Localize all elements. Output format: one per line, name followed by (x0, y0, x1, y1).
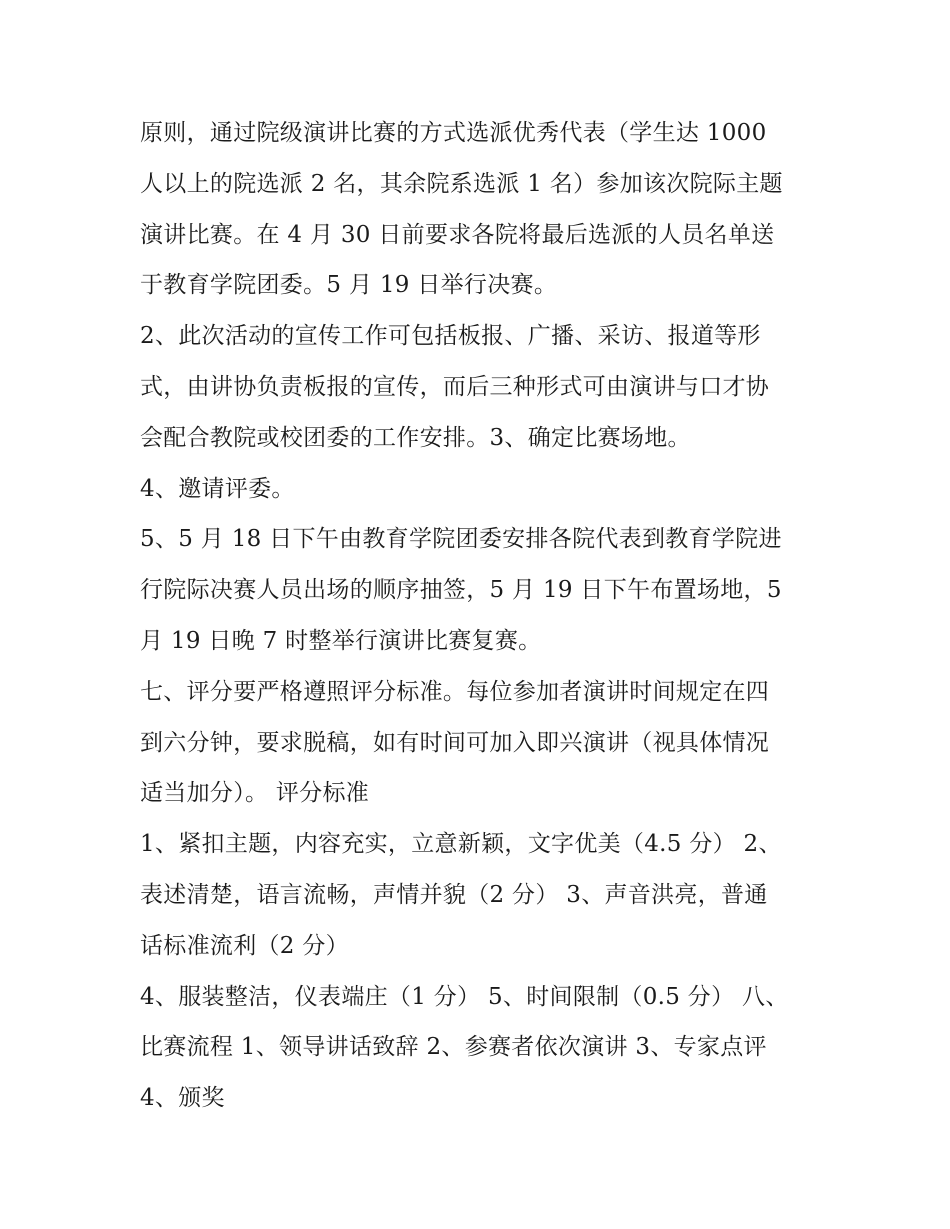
text-line: 表述清楚，语言流畅，声情并貌（2 分） 3、声音洪亮，普通 (140, 881, 768, 908)
text-line: 演讲比赛。在 4 月 30 日前要求各院将最后选派的人员名单送 (140, 221, 775, 248)
text-line: 会配合教院或校团委的工作安排。3、确定比赛场地。 (140, 424, 691, 451)
text-line: 1、紧扣主题，内容充实，立意新颖，文字优美（4.5 分） 2、 (140, 831, 782, 858)
text-line: 2、此次活动的宣传工作可包括板报、广播、采访、报道等形 (140, 323, 761, 350)
text-line: 4、服装整洁，仪表端庄（1 分） 5、时间限制（0.5 分） 八、 (140, 983, 789, 1010)
text-line: 月 19 日晚 7 时整举行演讲比赛复赛。 (140, 627, 542, 654)
text-line: 到六分钟，要求脱稿，如有时间可加入即兴演讲（视具体情况 (140, 729, 770, 756)
text-line: 于教育学院团委。5 月 19 日举行决赛。 (140, 272, 558, 299)
text-line: 5、5 月 18 日下午由教育学院团委安排各院代表到教育学院进 (140, 526, 782, 553)
text-line: 行院际决赛人员出场的顺序抽签，5 月 19 日下午布置场地，5 (140, 577, 782, 604)
text-line: 原则，通过院级演讲比赛的方式选派优秀代表（学生达 1000 (140, 120, 767, 146)
text-line: 人以上的院选派 2 名，其余院系选派 1 名）参加该次院际主题 (140, 170, 783, 197)
document-body (140, 108, 820, 1124)
text-line: 适当加分）。 评分标准 (140, 780, 370, 807)
text-line: 话标准流利（2 分） (140, 932, 349, 959)
text-line: 七、评分要严格遵照评分标准。每位参加者演讲时间规定在四 (140, 678, 770, 705)
text-line: 4、邀请评委。 (140, 475, 295, 502)
text-line: 4、颁奖 (140, 1085, 225, 1112)
text-line: 式，由讲协负责板报的宣传，而后三种形式可由演讲与口才协 (140, 373, 770, 400)
text-line: 比赛流程 1、领导讲话致辞 2、参赛者依次演讲 3、专家点评 (140, 1034, 767, 1061)
